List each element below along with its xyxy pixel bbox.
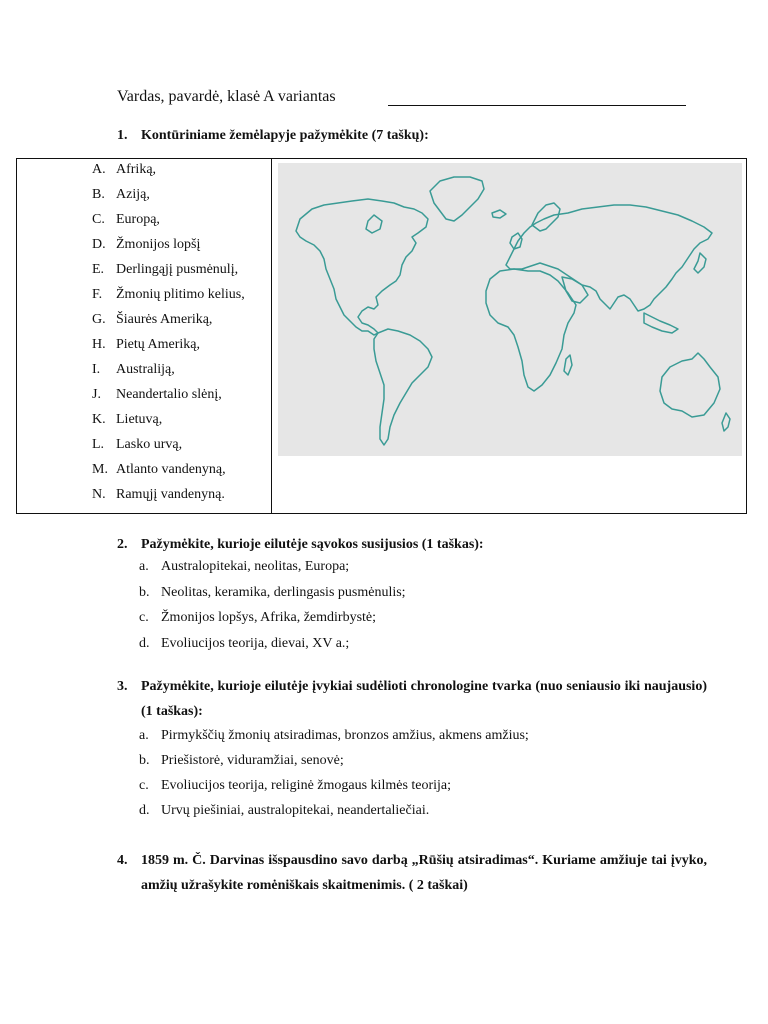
madagascar-outline (564, 355, 572, 375)
list-item[interactable] (139, 726, 699, 746)
question-4 (117, 848, 707, 898)
option-letter: F. (92, 287, 103, 302)
option-letter: b. (139, 585, 150, 600)
option-letter: a. (139, 728, 149, 743)
question-2-number: 2. (117, 537, 128, 552)
list-item[interactable] (139, 608, 699, 628)
question-3-text: Pažymėkite, kurioje eilutėje įvykiai sudėlioti chronologine tvarka (nuo seniausio iki naujausio) (1 taškas): (141, 679, 707, 719)
option-letter: c. (139, 610, 149, 625)
option-letter: b. (139, 753, 150, 768)
option-text: Pietų Ameriką, (116, 337, 200, 352)
option-text: Evoliucijos teorija, dievai, XV a.; (161, 636, 350, 651)
option-text: Ramųjį vandenyną. (116, 487, 225, 502)
option-text: Atlanto vandenyną, (116, 462, 226, 477)
option-text: Derlingąjį pusmėnulį, (116, 262, 239, 277)
name-answer-line[interactable] (388, 105, 686, 106)
world-outline-map[interactable] (278, 163, 742, 456)
option-letter: I. (92, 362, 101, 377)
option-text: Priešistorė, viduramžiai, senovė; (161, 753, 344, 768)
option-letter: c. (139, 778, 149, 793)
option-letter: N. (92, 487, 106, 502)
header-label: Vardas, pavardė, klasė A variantas (117, 88, 336, 105)
option-text: Neandertalio slėnį, (116, 387, 222, 402)
table-divider (271, 159, 272, 513)
north-america-outline (296, 199, 428, 335)
list-item[interactable] (139, 583, 699, 603)
question-2-text: Pažymėkite, kurioje eilutėje sąvokos susijusios (1 taškas): (141, 537, 484, 552)
list-item[interactable] (139, 634, 699, 654)
greenland-outline (430, 177, 484, 221)
question-4-text: 1859 m. Č. Darvinas išspausdino savo darbą „Rūšių atsiradimas“. Kuriame amžiuje tai įvyko, amžių užrašykite romėniškais skaitmenimis. ( 2 taškai) (141, 853, 707, 893)
list-item[interactable] (139, 751, 699, 771)
question-2 (117, 532, 707, 557)
question-3 (117, 674, 707, 724)
option-text: Australiją, (116, 362, 175, 377)
option-text: Šiaurės Ameriką, (116, 312, 213, 327)
option-letter: H. (92, 337, 106, 352)
south-america-outline (374, 329, 432, 445)
option-text: Afriką, (116, 162, 157, 177)
option-letter: D. (92, 237, 106, 252)
option-letter: L. (92, 437, 105, 452)
option-letter: J. (92, 387, 101, 402)
option-letter: K. (92, 412, 106, 427)
option-text: Aziją, (116, 187, 150, 202)
option-text: Australopitekai, neolitas, Europa; (161, 559, 350, 574)
option-text: Žmonijos lopšys, Afrika, žemdirbystė; (161, 610, 377, 625)
option-text: Pirmykščių žmonių atsiradimas, bronzos amžius, akmens amžius; (161, 728, 529, 743)
new-zealand-outline (722, 413, 730, 431)
option-text: Lasko urvą, (116, 437, 183, 452)
option-letter: C. (92, 212, 105, 227)
list-item[interactable] (139, 776, 699, 796)
world-map-svg (278, 163, 742, 456)
question-1-table (16, 158, 747, 514)
option-letter: M. (92, 462, 108, 477)
option-text: Neolitas, keramika, derlingasis pusmėnulis; (161, 585, 406, 600)
option-text: Europą, (116, 212, 160, 227)
africa-outline (486, 269, 576, 391)
hudson-bay-outline (366, 215, 382, 233)
scandinavia-outline (532, 203, 560, 231)
option-letter: A. (92, 162, 106, 177)
option-letter: a. (139, 559, 149, 574)
option-text: Žmonių plitimo kelius, (116, 287, 245, 302)
eurasia-outline (506, 205, 712, 311)
arabia-outline (562, 277, 588, 303)
list-item[interactable] (139, 557, 699, 577)
option-letter: E. (92, 262, 105, 277)
option-text: Evoliucijos teorija, religinė žmogaus kilmės teorija; (161, 778, 452, 793)
list-item[interactable] (139, 801, 699, 821)
question-1-text: Kontūriniame žemėlapyje pažymėkite (7 taškų): (141, 128, 429, 143)
option-letter: d. (139, 803, 150, 818)
southeast-asia-islands-outline (644, 313, 678, 333)
option-letter: B. (92, 187, 105, 202)
option-letter: G. (92, 312, 106, 327)
japan-outline (694, 253, 706, 273)
name-class-header (117, 88, 336, 106)
australia-outline (660, 353, 720, 417)
option-text: Lietuvą, (116, 412, 163, 427)
option-letter: d. (139, 636, 150, 651)
question-3-number: 3. (117, 679, 128, 694)
iceland-outline (492, 210, 506, 218)
question-4-number: 4. (117, 853, 128, 868)
question-1 (117, 123, 707, 148)
question-1-number: 1. (117, 128, 128, 143)
option-text: Urvų piešiniai, australopitekai, neandertaliečiai. (161, 803, 430, 818)
option-text: Žmonijos lopšį (116, 237, 201, 252)
